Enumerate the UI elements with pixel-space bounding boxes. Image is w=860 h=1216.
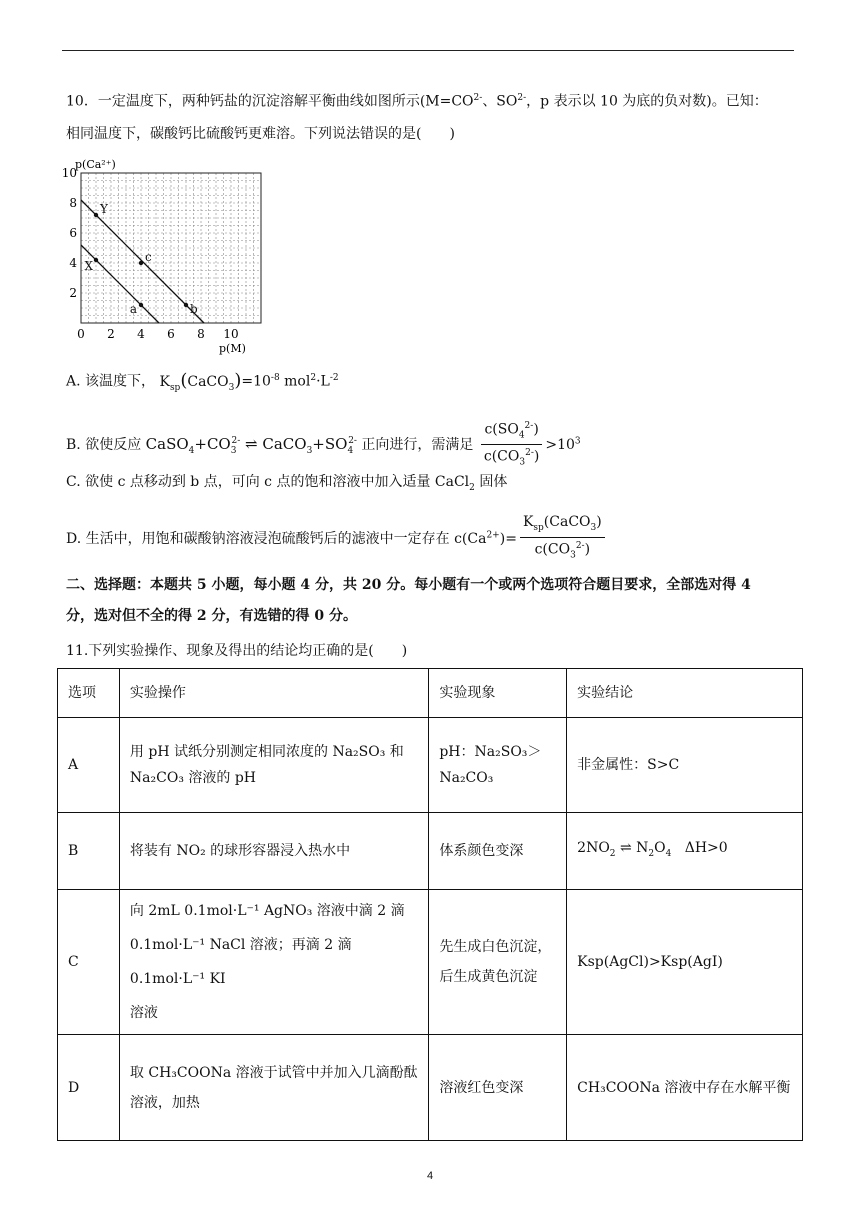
table-row: B 将装有 NO₂ 的球形容器浸入热水中 体系颜色变深 $2NO_2$ ⇌ $N_2O_4$ ΔH>0 [58,813,803,890]
fraction-so4-co3: $\frac{c(SO_4^{2-})}{c(CO_3^{2-})}$ [481,418,542,472]
q10-option-c: C. 欲使 c 点移动到 b 点，可向 c 点的饱和溶液中加入适量 CaCl$_2$ 固体 [66,474,508,493]
header-cell: 选项 [58,669,120,718]
header-cell: 实验现象 [429,669,567,718]
table-header-row [58,669,803,718]
point-label: Y [100,202,108,216]
point-X [94,258,98,262]
y-tick-label: 10 [61,166,77,180]
table-row: D 取 CH₃COONa 溶液于试管中并加入几滴酚酞 溶液，加热 溶液红色变深 CH₃COONa 溶液中存在水解平衡 [58,1035,803,1141]
q11-stem: 11.下列实验操作、现象及得出的结论均正确的是( ) [66,643,408,659]
experiment-table [57,668,803,1141]
section2-line2: 分，选对但不全的得 2 分，有选错的得 0 分。 [66,608,357,624]
point-label: X [84,259,93,273]
header-cell: 实验操作 [119,669,428,718]
header-cell: 实验结论 [567,669,803,718]
x-tick-label: 8 [197,327,205,341]
y-tick-label: 8 [69,196,77,210]
x-tick-label: 0 [77,327,85,341]
q10-stem-line1: 10．一定温度下，两种钙盐的沉淀溶解平衡曲线如图所示($M=CO^{2-}$、$SO^{2-}$，p 表示以 10 为底的负对数)。已知： [66,93,768,110]
x-tick-label: 2 [107,327,115,341]
point-label: b [190,302,198,316]
solubility-chart [61,148,304,355]
table-row: C 向 2mL 0.1mol·L⁻¹ AgNO₃ 溶液中滴 2 滴 0.1mol·L⁻¹ NaCl 溶液；再滴 2 滴 0.1mol·L⁻¹ KI 溶液 先生成白色沉淀， 后生成黄色沉淀 Ksp(AgCl)>Ksp(AgI) [58,890,803,1035]
y-tick-label: 2 [69,286,77,300]
table-row: A 用 pH 试纸分别测定相同浓度的 Na₂SO₃ 和 Na₂CO₃ 溶液的 pH pH：Na₂SO₃＞ Na₂CO₃ 非金属性：S>C [58,718,803,813]
point-b [184,303,188,307]
section2-line1: 二、选择题：本题共 5 小题，每小题 4 分，共 20 分。每小题有一个或两个选项符合题目要求，全部选对得 4 [66,577,751,593]
y-axis-label: p(Ca²⁺) [75,158,116,171]
q10-stem-line2: 相同温度下，碳酸钙比硫酸钙更难溶。下列说法错误的是( ) [66,126,455,142]
header-rule [62,50,794,51]
x-tick-label: 10 [223,327,239,341]
q10-option-b: B. 欲使反应 $CaSO_4+CO_3^{2-}$ ⇌ $CaCO_3+SO_4^{2-}$ 正向进行，需满足 $\frac{c(SO_4^{2-})}{c(CO_3^{2-})}$ $>10^3$ [66,418,581,472]
y-tick-label: 6 [69,226,77,240]
point-label: c [145,250,152,264]
q10-option-a: A. 该温度下， $K_{sp}(CaCO_3)=10^{-8}$ $mol^2\cdot L^{-2}$ [66,369,339,393]
point-a [139,303,143,307]
point-label: a [129,302,137,316]
x-tick-label: 4 [137,327,145,341]
page-number: 4 [426,1170,434,1182]
x-tick-label: 6 [167,327,175,341]
x-axis-label: p(M) [219,342,246,355]
y-tick-label: 4 [69,256,77,270]
point-Y [94,213,98,217]
point-c [139,261,143,265]
q10-option-d: D. 生活中，用饱和碳酸钠溶液浸泡硫酸钙后的滤液中一定存在 $c(Ca^{2+})=$ $\frac{K_{sp}(CaCO_3)}{c(CO_3^{2-})}$ [66,514,608,564]
